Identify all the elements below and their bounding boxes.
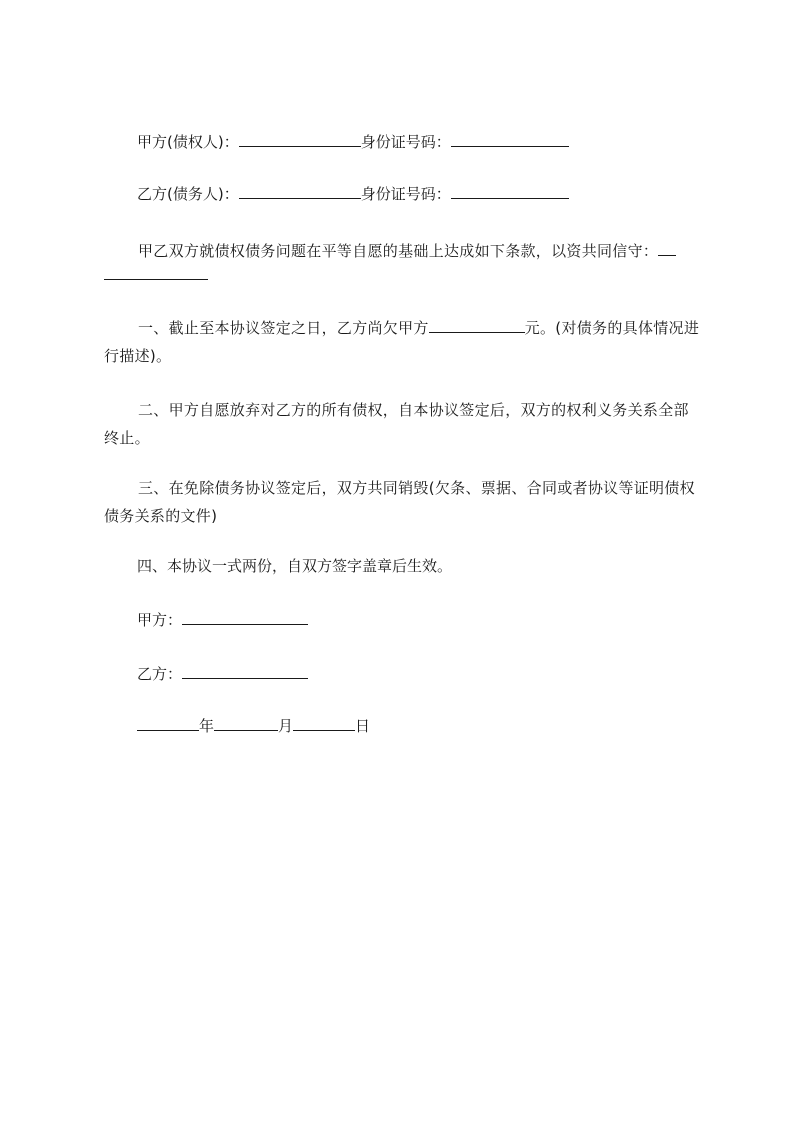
- date-line: [137, 716, 370, 736]
- party-a-id-blank[interactable]: [451, 132, 569, 147]
- party-a-name-blank[interactable]: [239, 132, 361, 147]
- amount-blank[interactable]: [429, 318, 525, 333]
- day-label: 日: [355, 717, 371, 735]
- year-blank[interactable]: [137, 716, 199, 731]
- intro-blank-1[interactable]: [658, 241, 676, 256]
- clause-3-text: 三、在免除债务协议签定后，双方共同销毁(欠条、票据、合同或者协议等证明债权债务关系的文件): [104, 479, 695, 525]
- party-a-id-label: 身份证号码：: [360, 133, 451, 151]
- signature-b-blank[interactable]: [182, 664, 308, 679]
- clause-4: [137, 556, 452, 576]
- party-a-label: 甲方(债权人)：: [137, 133, 239, 151]
- intro-blank-line: [104, 265, 208, 285]
- month-label: 月: [278, 717, 294, 735]
- month-blank[interactable]: [214, 716, 278, 731]
- clause-2-text: 二、甲方自愿放弃对乙方的所有债权，自本协议签定后，双方的权利义务关系全部终止。: [104, 401, 689, 447]
- party-b-label: 乙方(债务人)：: [137, 185, 239, 203]
- intro-paragraph: [104, 237, 704, 265]
- intro-blank-2[interactable]: [104, 265, 208, 280]
- clause-1: [104, 314, 704, 370]
- signature-a-blank[interactable]: [182, 610, 308, 625]
- year-label: 年: [199, 717, 215, 735]
- party-a-line: [137, 132, 569, 152]
- party-b-line: [137, 184, 569, 204]
- party-b-name-blank[interactable]: [239, 184, 361, 199]
- intro-text: 甲乙双方就债权债务问题在平等自愿的基础上达成如下条款，以资共同信守：: [138, 242, 659, 260]
- day-blank[interactable]: [293, 716, 355, 731]
- signature-b-label: 乙方：: [137, 665, 183, 683]
- signature-b-line: [137, 664, 308, 684]
- signature-a-label: 甲方：: [137, 611, 183, 629]
- clause-1-after: 元。(对债务的具体情况进行描述)。: [104, 319, 700, 365]
- party-b-id-blank[interactable]: [451, 184, 569, 199]
- signature-a-line: [137, 610, 308, 630]
- clause-1-before: 一、截止至本协议签定之日，乙方尚欠甲方: [138, 319, 429, 337]
- clause-2: [104, 396, 704, 452]
- clause-4-text: 四、本协议一式两份，自双方签字盖章后生效。: [137, 557, 453, 575]
- party-b-id-label: 身份证号码：: [360, 185, 451, 203]
- clause-3: [104, 474, 704, 530]
